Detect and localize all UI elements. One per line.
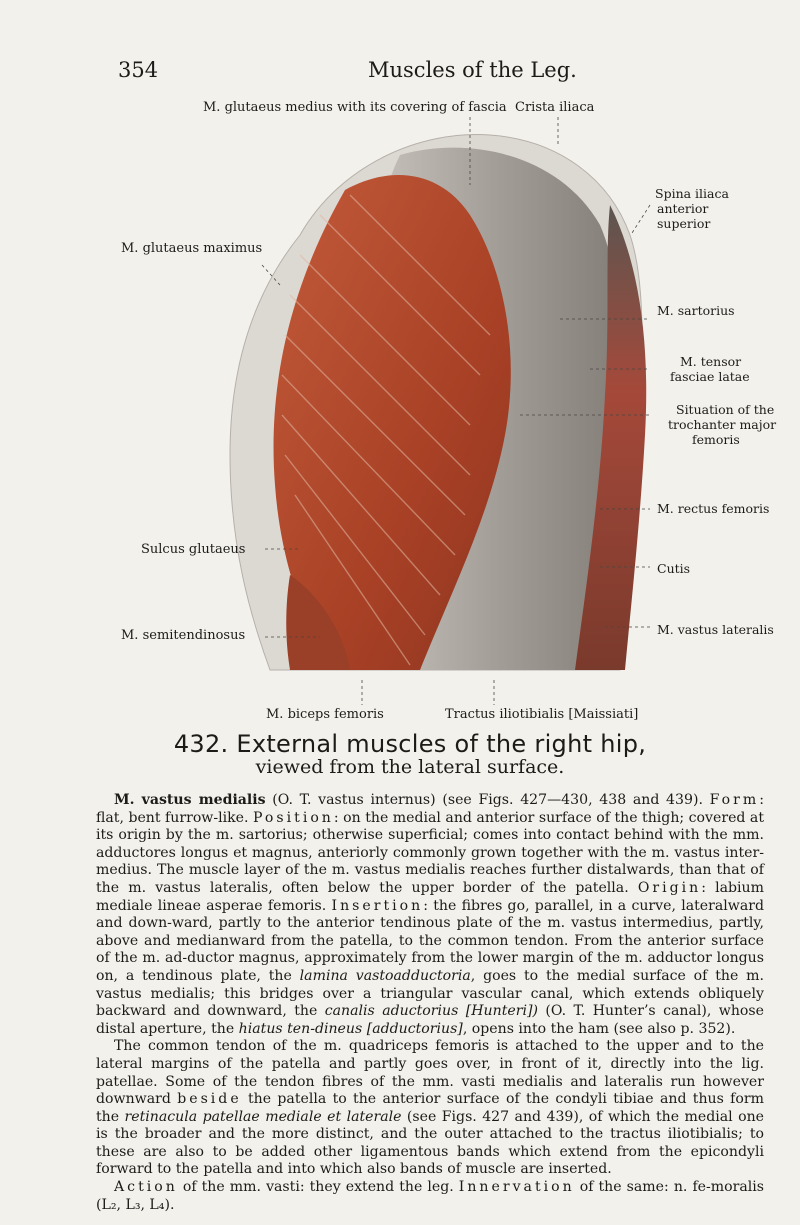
- figure-caption: [90, 730, 730, 778]
- label-spina-iliaca-1: Spina iliaca: [655, 186, 729, 201]
- anatomical-figure: [0, 95, 800, 725]
- label-tractus-iliotibialis: Tractus iliotibialis [Maissiati]: [445, 707, 639, 722]
- term-lamina: lamina vastoadductoria: [299, 967, 471, 984]
- label-trochanter-2: trochanter major: [668, 417, 777, 432]
- text-span: : labium mediale lineae asperae femoris.: [96, 879, 764, 914]
- text-span: : flat, bent furrow-like.: [96, 792, 764, 826]
- text-span: , opens into the ham (see also p. 352).: [462, 1020, 736, 1037]
- term-form: Form: [709, 792, 760, 808]
- label-cutis: Cutis: [657, 561, 691, 576]
- label-tensor-2: fasciae latae: [670, 369, 750, 384]
- label-sartorius: M. sartorius: [657, 303, 735, 318]
- term-beside: beside: [177, 1091, 242, 1108]
- label-biceps-femoris: M. biceps femoris: [266, 707, 384, 722]
- label-spina-iliaca-2: anterior: [657, 201, 709, 216]
- term-action: Action: [114, 1179, 178, 1196]
- text-span: : on the medial and anterior surface of the thigh; covered at its origin by the m. sartorius; otherwise superficial; comes into contact behind with the mm. adductores longus et magnus, anteriorly commonly grown together with the m. vastus inter-medius. The muscle layer of the m. vastus medialis reaches further distalwards, than that of the m. vastus lateralis, often below the upper border of the patella.: [96, 809, 764, 896]
- caption-title: 432. External muscles of the right hip,: [173, 730, 647, 758]
- body-text: [96, 792, 764, 1214]
- paragraph-vastus-medialis: [96, 792, 764, 1038]
- text-span: : the fibres go, parallel, in a curve, lateralward and down-ward, partly to the anterior tendinous plate of the m. vastus intermedius, partly, above and medianward from the patella, to the common tendon. From the anterior surface of the m. ad-ductor magnus, approximately from the lower margin of the m. adductor longus on, a tendinous plate, the: [96, 897, 764, 984]
- paragraph-common-tendon: [96, 1038, 764, 1179]
- text-span: The common tendon of the m. quadriceps femoris is attached to the upper and to the lateral margins of the patella and partly goes over, in front of it, directly into the lig. patellae. Some of the tendon fibres of the mm. vasti medialis and lateralis run however downward: [96, 1038, 764, 1108]
- term-canalis: canalis aductorius [Hunteri]): [324, 1003, 538, 1020]
- label-rectus-femoris: M. rectus femoris: [657, 501, 770, 516]
- term-hiatus: hiatus ten-dineus [adductorius]: [238, 1020, 463, 1037]
- label-sulcus-glutaeus: Sulcus glutaeus: [141, 542, 246, 557]
- text-span: (see Figs. 427 and 439), of which the medial one is the broader and the more distinct, and the outer attached to the tractus iliotibialis; to these are also to be added other ligamentous bands which extend from the epicondyli forward to the patella and into which also bands of muscle are inserted.: [96, 1108, 765, 1178]
- text-span: of the mm. vasti: they extend the leg.: [177, 1179, 459, 1196]
- text-span: , goes to the medial surface of the m. vastus medialis; this bridges over a triangular vascular canal, which extends obliquely backward and downward, the: [96, 967, 764, 1020]
- label-glutaeus-maximus: M. glutaeus maximus: [121, 241, 263, 256]
- text-span: the patella to the anterior surface of the condyli tibiae and thus form the: [96, 1091, 764, 1125]
- page-number: 354: [118, 58, 159, 82]
- term-position: Position: [253, 809, 334, 826]
- label-trochanter-1: Situation of the: [676, 402, 775, 417]
- label-tensor-1: M. tensor: [680, 354, 742, 369]
- term-vastus-medialis: M. vastus medialis: [114, 792, 266, 808]
- text-span: (O. T. Hunter’s canal), whose distal aperture, the: [96, 1003, 764, 1037]
- label-glutaeus-medius: M. glutaeus medius with its covering of fascia: [203, 100, 507, 115]
- caption-subtitle: viewed from the lateral surface.: [255, 756, 565, 778]
- term-retinacula: retinacula patellae mediale et laterale: [124, 1108, 402, 1125]
- label-crista-iliaca: Crista iliaca: [515, 100, 595, 115]
- label-semitendinosus: M. semitendinosus: [121, 628, 246, 643]
- page-header: [118, 58, 718, 88]
- label-spina-iliaca-3: superior: [657, 216, 711, 231]
- term-innervation: Innervation: [458, 1179, 575, 1196]
- text-span: (O. T. vastus internus) (see Figs. 427—430, 438 and 439).: [265, 792, 710, 808]
- running-title: Muscles of the Leg.: [368, 58, 577, 82]
- label-trochanter-3: femoris: [692, 432, 740, 447]
- term-insertion: Insertion: [331, 897, 424, 914]
- term-origin: Origin: [637, 879, 702, 896]
- label-vastus-lateralis: M. vastus lateralis: [657, 622, 774, 637]
- paragraph-action: [96, 1179, 764, 1214]
- text-span: of the same: n. fe-moralis (L₂, L₃, L₄).: [96, 1179, 764, 1213]
